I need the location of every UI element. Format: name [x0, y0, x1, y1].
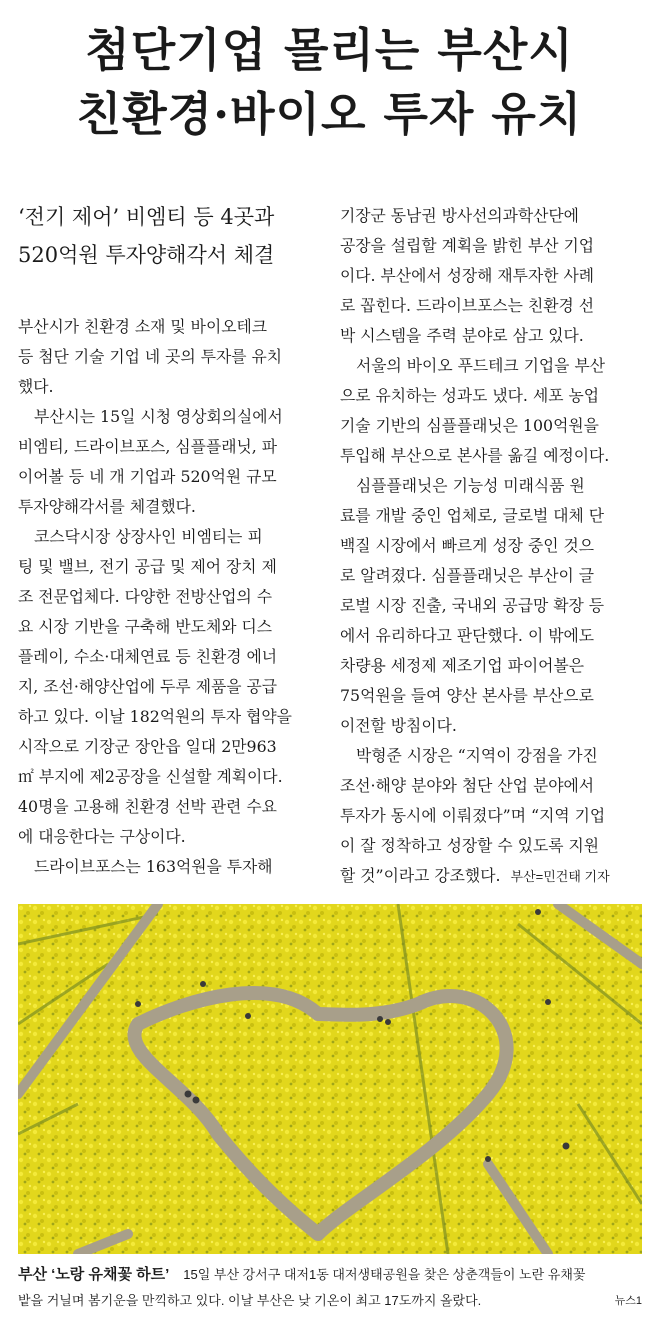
flower-field: [18, 904, 642, 1254]
body-line: 하고 있다. 이날 182억원의 투자 협약을: [18, 707, 292, 726]
body-line: 시작으로 기장군 장안읍 일대 2만963: [18, 737, 277, 756]
article-body-left-column: [18, 312, 323, 882]
body-line: 기술 기반의 심플플래닛은 100억원을: [340, 416, 599, 435]
body-line: 이 잘 정착하고 성장할 수 있도록 지원: [340, 836, 600, 855]
caption-text-1: 15일 부산 강서구 대저1동 대저생태공원을 찾은 상춘객들이 노란 유채꽃: [183, 1267, 586, 1282]
body-line: 차량용 세정제 제조기업 파이어볼은: [340, 656, 584, 675]
body-line: 투자양해각서를 체결했다.: [18, 497, 196, 516]
body-line: 했다.: [18, 377, 54, 396]
body-line: 투입해 부산으로 본사를 옮길 예정이다.: [340, 446, 610, 465]
headline: [0, 18, 659, 146]
body-line: 투자가 동시에 이뤄졌다”며 “지역 기업: [340, 806, 606, 825]
body-line: 코스닥시장 상장사인 비엠티는 피: [34, 527, 263, 546]
body-line: 박형준 시장은 “지역이 강점을 가진: [356, 746, 598, 765]
body-line: 팅 및 밸브, 전기 공급 및 제어 장치 제: [18, 557, 277, 576]
body-line: 조선·해양 분야와 첨단 산업 분야에서: [340, 776, 595, 795]
caption-line-1: [18, 1262, 642, 1288]
body-line: ㎡ 부지에 제2공장을 신설할 계획이다.: [18, 767, 283, 786]
body-line: 75억원을 들여 양산 본사를 부산으로: [340, 686, 594, 705]
subheadline: [18, 198, 318, 274]
body-line: 드라이브포스는 163억원을 투자해: [34, 857, 273, 876]
byline: 부산=민건태 기자: [510, 869, 610, 884]
article-body-right-column: [340, 201, 645, 892]
body-line: 로벌 시장 진출, 국내외 공급망 확장 등: [340, 596, 605, 615]
body-line: 기장군 동남권 방사선의과학산단에: [340, 206, 579, 225]
caption-line-2: 밭을 거닐며 봄기운을 만끽하고 있다. 이날 부산은 낮 기온이 최고 17도까지 올랐다.: [18, 1293, 482, 1308]
body-line: 백질 시장에서 빠르게 성장 중인 것으: [340, 536, 595, 555]
body-line-text: 할 것”이라고 강조했다.: [340, 866, 501, 885]
body-line: 등 첨단 기술 기업 네 곳의 투자를 유치: [18, 347, 283, 366]
subheadline-line-1: ‘전기 제어’ 비엠티 등 4곳과: [18, 205, 275, 229]
body-line: 심플플래닛은 기능성 미래식품 원: [356, 476, 585, 495]
body-line: 이다. 부산에서 성장해 재투자한 사례: [340, 266, 595, 285]
body-line: 부산시는 15일 시청 영상회의실에서: [34, 407, 283, 426]
body-line: 플레이, 수소·대체연료 등 친환경 에너: [18, 647, 278, 666]
headline-line-1: 첨단기업 몰리는 부산시: [85, 23, 574, 77]
body-line: 지, 조선·해양산업에 두루 제품을 공급: [18, 677, 278, 696]
body-line: 비엠티, 드라이브포스, 심플플래닛, 파: [18, 437, 278, 456]
body-line: 로 꼽힌다. 드라이브포스는 친환경 선: [340, 296, 595, 315]
headline-line-2: 친환경·바이오 투자 유치: [76, 87, 583, 141]
body-line: 에서 유리하다고 판단했다. 이 밖에도: [340, 626, 595, 645]
body-line: 서울의 바이오 푸드테크 기업을 부산: [356, 356, 605, 375]
body-line: 에 대응한다는 구상이다.: [18, 827, 186, 846]
body-line: 로 알려졌다. 심플플래닛은 부산이 글: [340, 566, 595, 585]
body-line: 으로 유치하는 성과도 냈다. 세포 농업: [340, 386, 600, 405]
photo-caption: [18, 1262, 642, 1314]
caption-title: 부산 ‘노랑 유채꽃 하트’: [18, 1266, 170, 1283]
body-line: 40명을 고용해 친환경 선박 관련 수요: [18, 797, 277, 816]
body-line: 료를 개발 중인 업체로, 글로벌 대체 단: [340, 506, 605, 525]
photo-credit: 뉴스1: [614, 1295, 642, 1307]
body-line-final: [340, 861, 645, 892]
photo-illustration: [18, 904, 642, 1254]
body-line: 이어볼 등 네 개 기업과 520억원 규모: [18, 467, 277, 486]
body-line: 부산시가 친환경 소재 및 바이오테크: [18, 317, 267, 336]
body-line: 조 전문업체다. 다양한 전방산업의 수: [18, 587, 273, 606]
body-line: 공장을 설립할 계획을 밝힌 부산 기업: [340, 236, 595, 255]
body-line: 이전할 방침이다.: [340, 716, 457, 735]
subheadline-line-2: 520억원 투자양해각서 체결: [18, 243, 275, 267]
body-line: 박 시스템을 주력 분야로 삼고 있다.: [340, 326, 584, 345]
photo-rapeseed-heart: [18, 904, 642, 1254]
body-line: 요 시장 기반을 구축해 반도체와 디스: [18, 617, 273, 636]
